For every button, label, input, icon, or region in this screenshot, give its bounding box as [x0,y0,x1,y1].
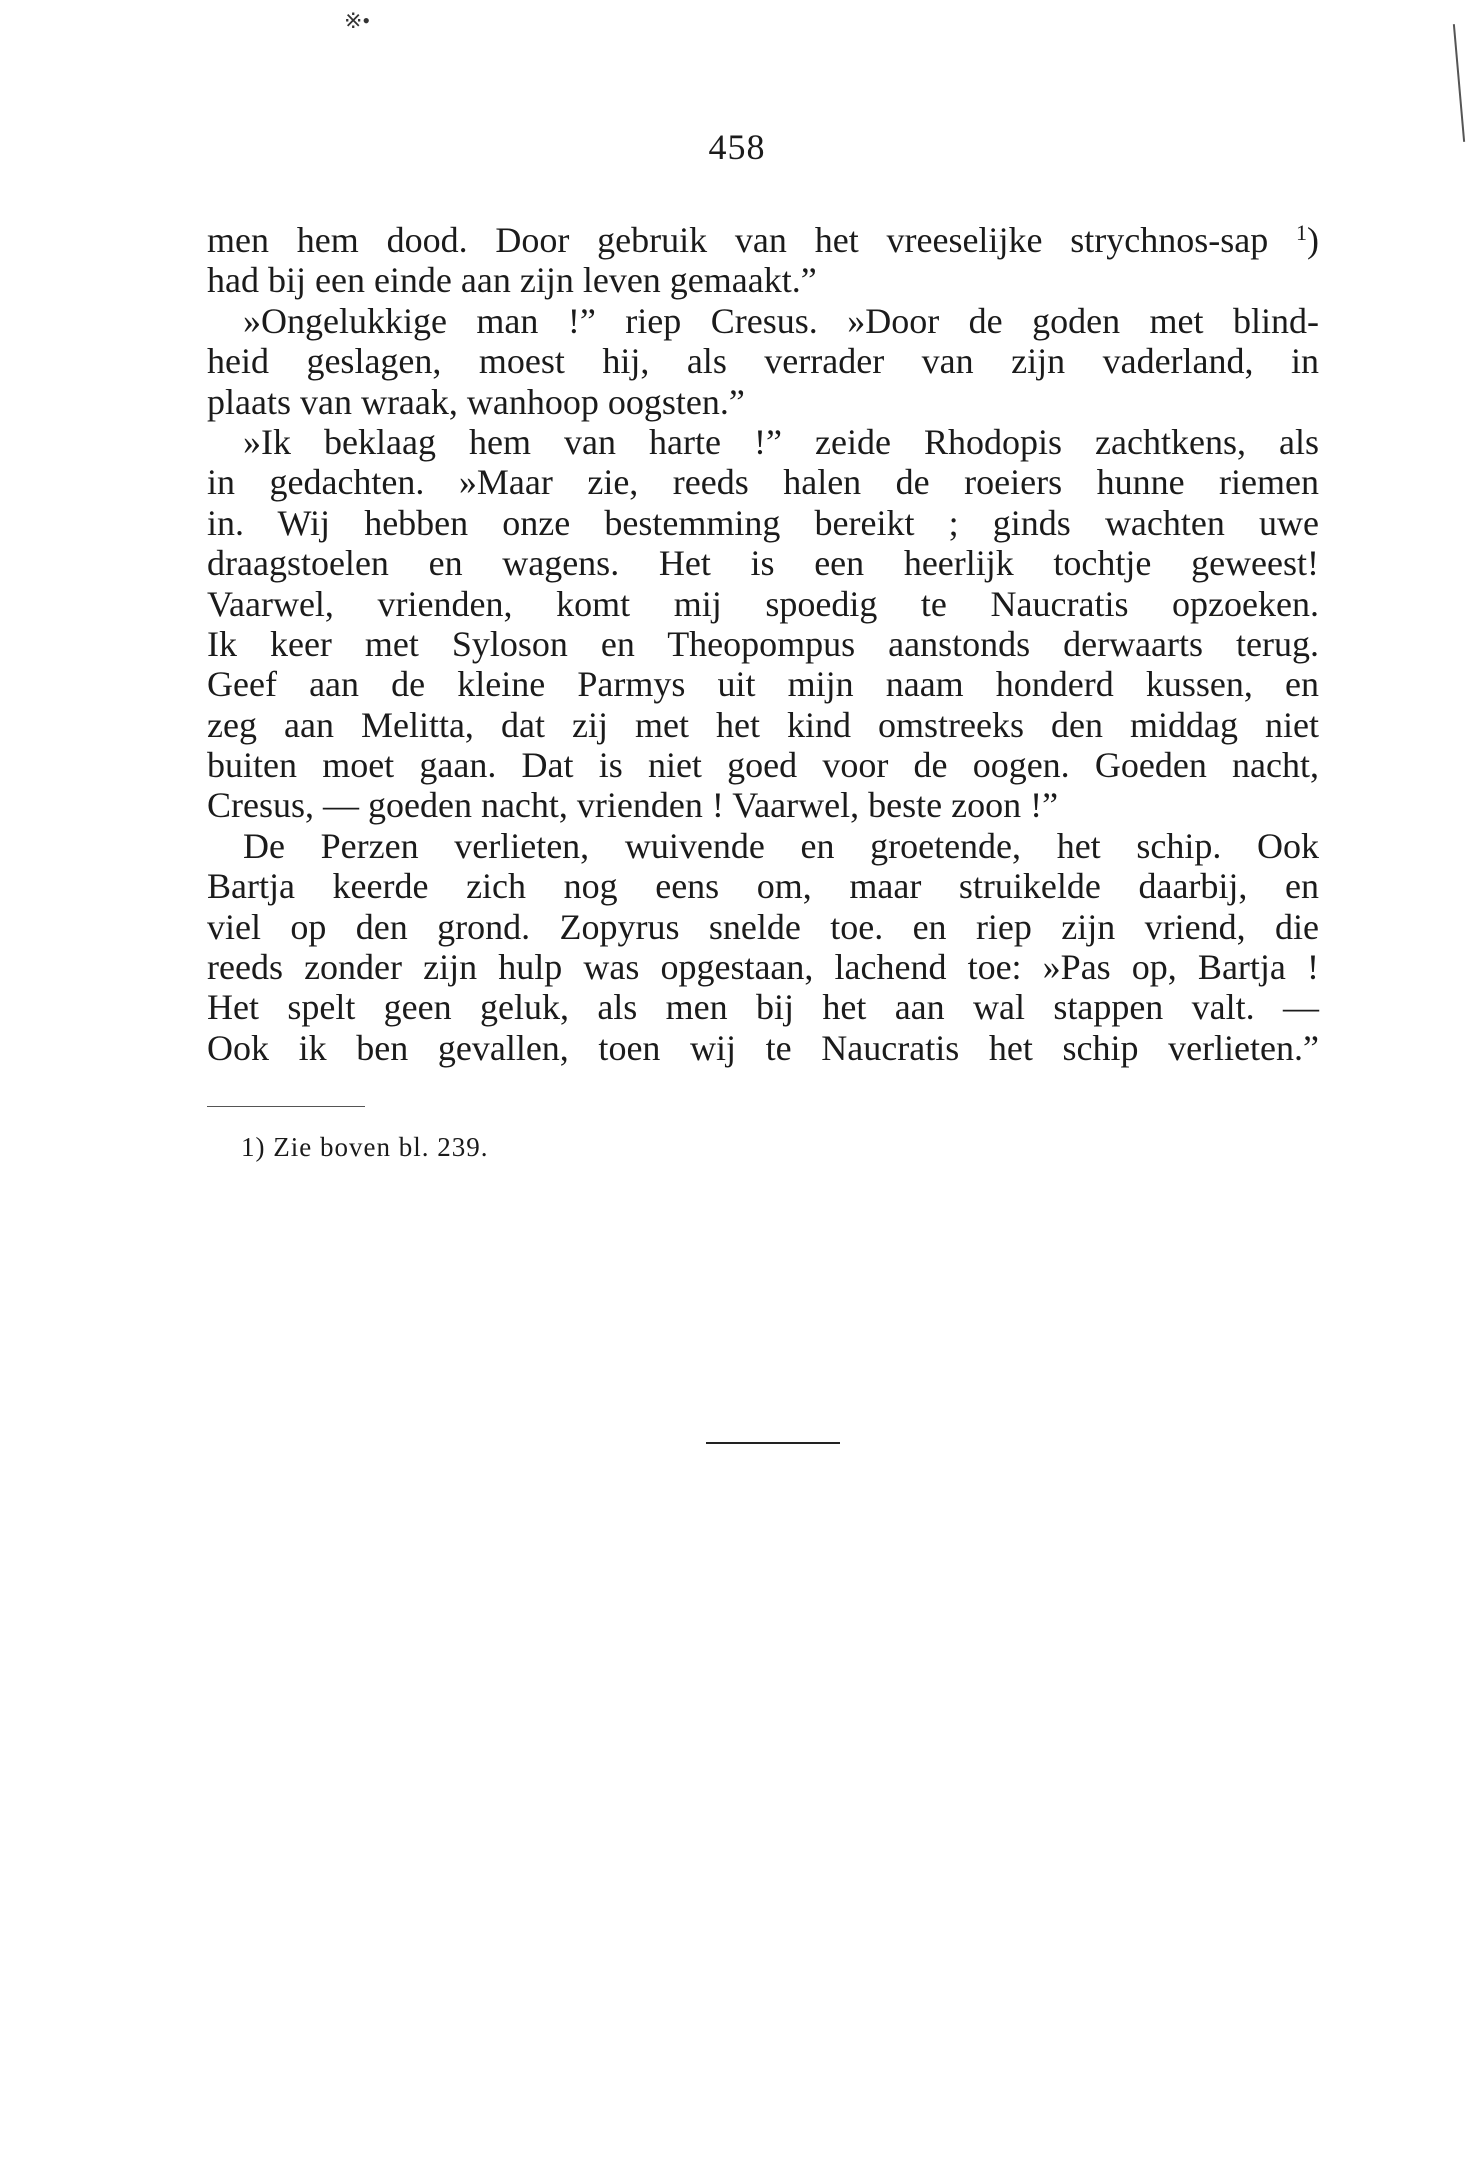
text-line-content: had bij een einde aan zijn leven gemaakt.” [207,260,817,301]
text-line-content: draagstoelen en wagens. Het is een heerlijk tochtje geweest! [207,543,1319,584]
text-line [207,260,1319,300]
text-line [207,826,1319,866]
text-line-content: Geef aan de kleine Parmys uit mijn naam honderd kussen, en [207,664,1319,705]
text-line-content: »Ongelukkige man !” riep Cresus. »Door de goden met blind- [243,300,1319,341]
body-text [207,220,1319,1068]
text-line [207,462,1319,502]
text-line-content: heid geslagen, moest hij, als verrader van zijn vaderland, in [207,341,1319,382]
footnote-reference: 1 [1296,220,1307,245]
text-line-content: buiten moet gaan. Dat is niet goed voor de oogen. Goeden nacht, [207,745,1319,786]
text-line-content: »Ik beklaag hem van harte !” zeide Rhodopis zachtkens, als [243,421,1319,462]
text-line-content: in. Wij hebben onze bestemming bereikt ; ginds wachten uwe [207,502,1319,543]
text-line [207,987,1319,1027]
text-line [207,543,1319,583]
text-line [207,947,1319,987]
text-line [207,745,1319,785]
text-line-content: men hem dood. Door gebruik van het vreeselijke strychnos-sap [207,220,1296,260]
footnote-reference-paren: ) [1307,220,1319,260]
text-line [207,1028,1319,1068]
scan-smudge: ※• [344,8,371,33]
text-line-content: viel op den grond. Zopyrus snelde toe. en riep zijn vriend, die [207,906,1319,947]
text-line-content: De Perzen verlieten, wuivende en groetende, het schip. Ook [243,825,1319,866]
text-line-content: Bartja keerde zich nog eens om, maar struikelde daarbij, en [207,866,1319,907]
scan-edge-mark [1453,24,1465,142]
text-line-content: Cresus, — goeden nacht, vrienden ! Vaarwel, beste zoon !” [207,785,1059,826]
footnote-divider [207,1106,365,1107]
text-line-content: Ik keer met Syloson en Theopompus aanstonds derwaarts terug. [207,623,1319,664]
text-line [207,422,1319,462]
text-line [207,341,1319,381]
text-line [207,301,1319,341]
text-line [207,705,1319,745]
text-line [207,664,1319,704]
footnote: 1) Zie boven bl. 239. [241,1132,489,1162]
text-line-content: zeg aan Melitta, dat zij met het kind omstreeks den middag niet [207,704,1319,745]
text-line [207,220,1319,260]
text-line-content: reeds zonder zijn hulp was opgestaan, lachend toe: »Pas op, Bartja ! [207,947,1319,988]
text-line-content: Vaarwel, vrienden, komt mij spoedig te Naucratis opzoeken. [207,583,1319,624]
text-line [207,907,1319,947]
text-line [207,866,1319,906]
text-line-content: Ook ik ben gevallen, toen wij te Naucratis het schip verlieten.” [207,1027,1319,1068]
text-line [207,503,1319,543]
text-line [207,382,1319,422]
text-line [207,785,1319,825]
text-line [207,624,1319,664]
text-line-content: in gedachten. »Maar zie, reeds halen de roeiers hunne riemen [207,462,1319,503]
chapter-end-rule [706,1442,840,1444]
text-line [207,584,1319,624]
text-line-content: Het spelt geen geluk, als men bij het aan wal stappen valt. — [207,987,1319,1028]
page-number: 458 [708,127,766,167]
text-line-content: plaats van wraak, wanhoop oogsten.” [207,381,745,422]
